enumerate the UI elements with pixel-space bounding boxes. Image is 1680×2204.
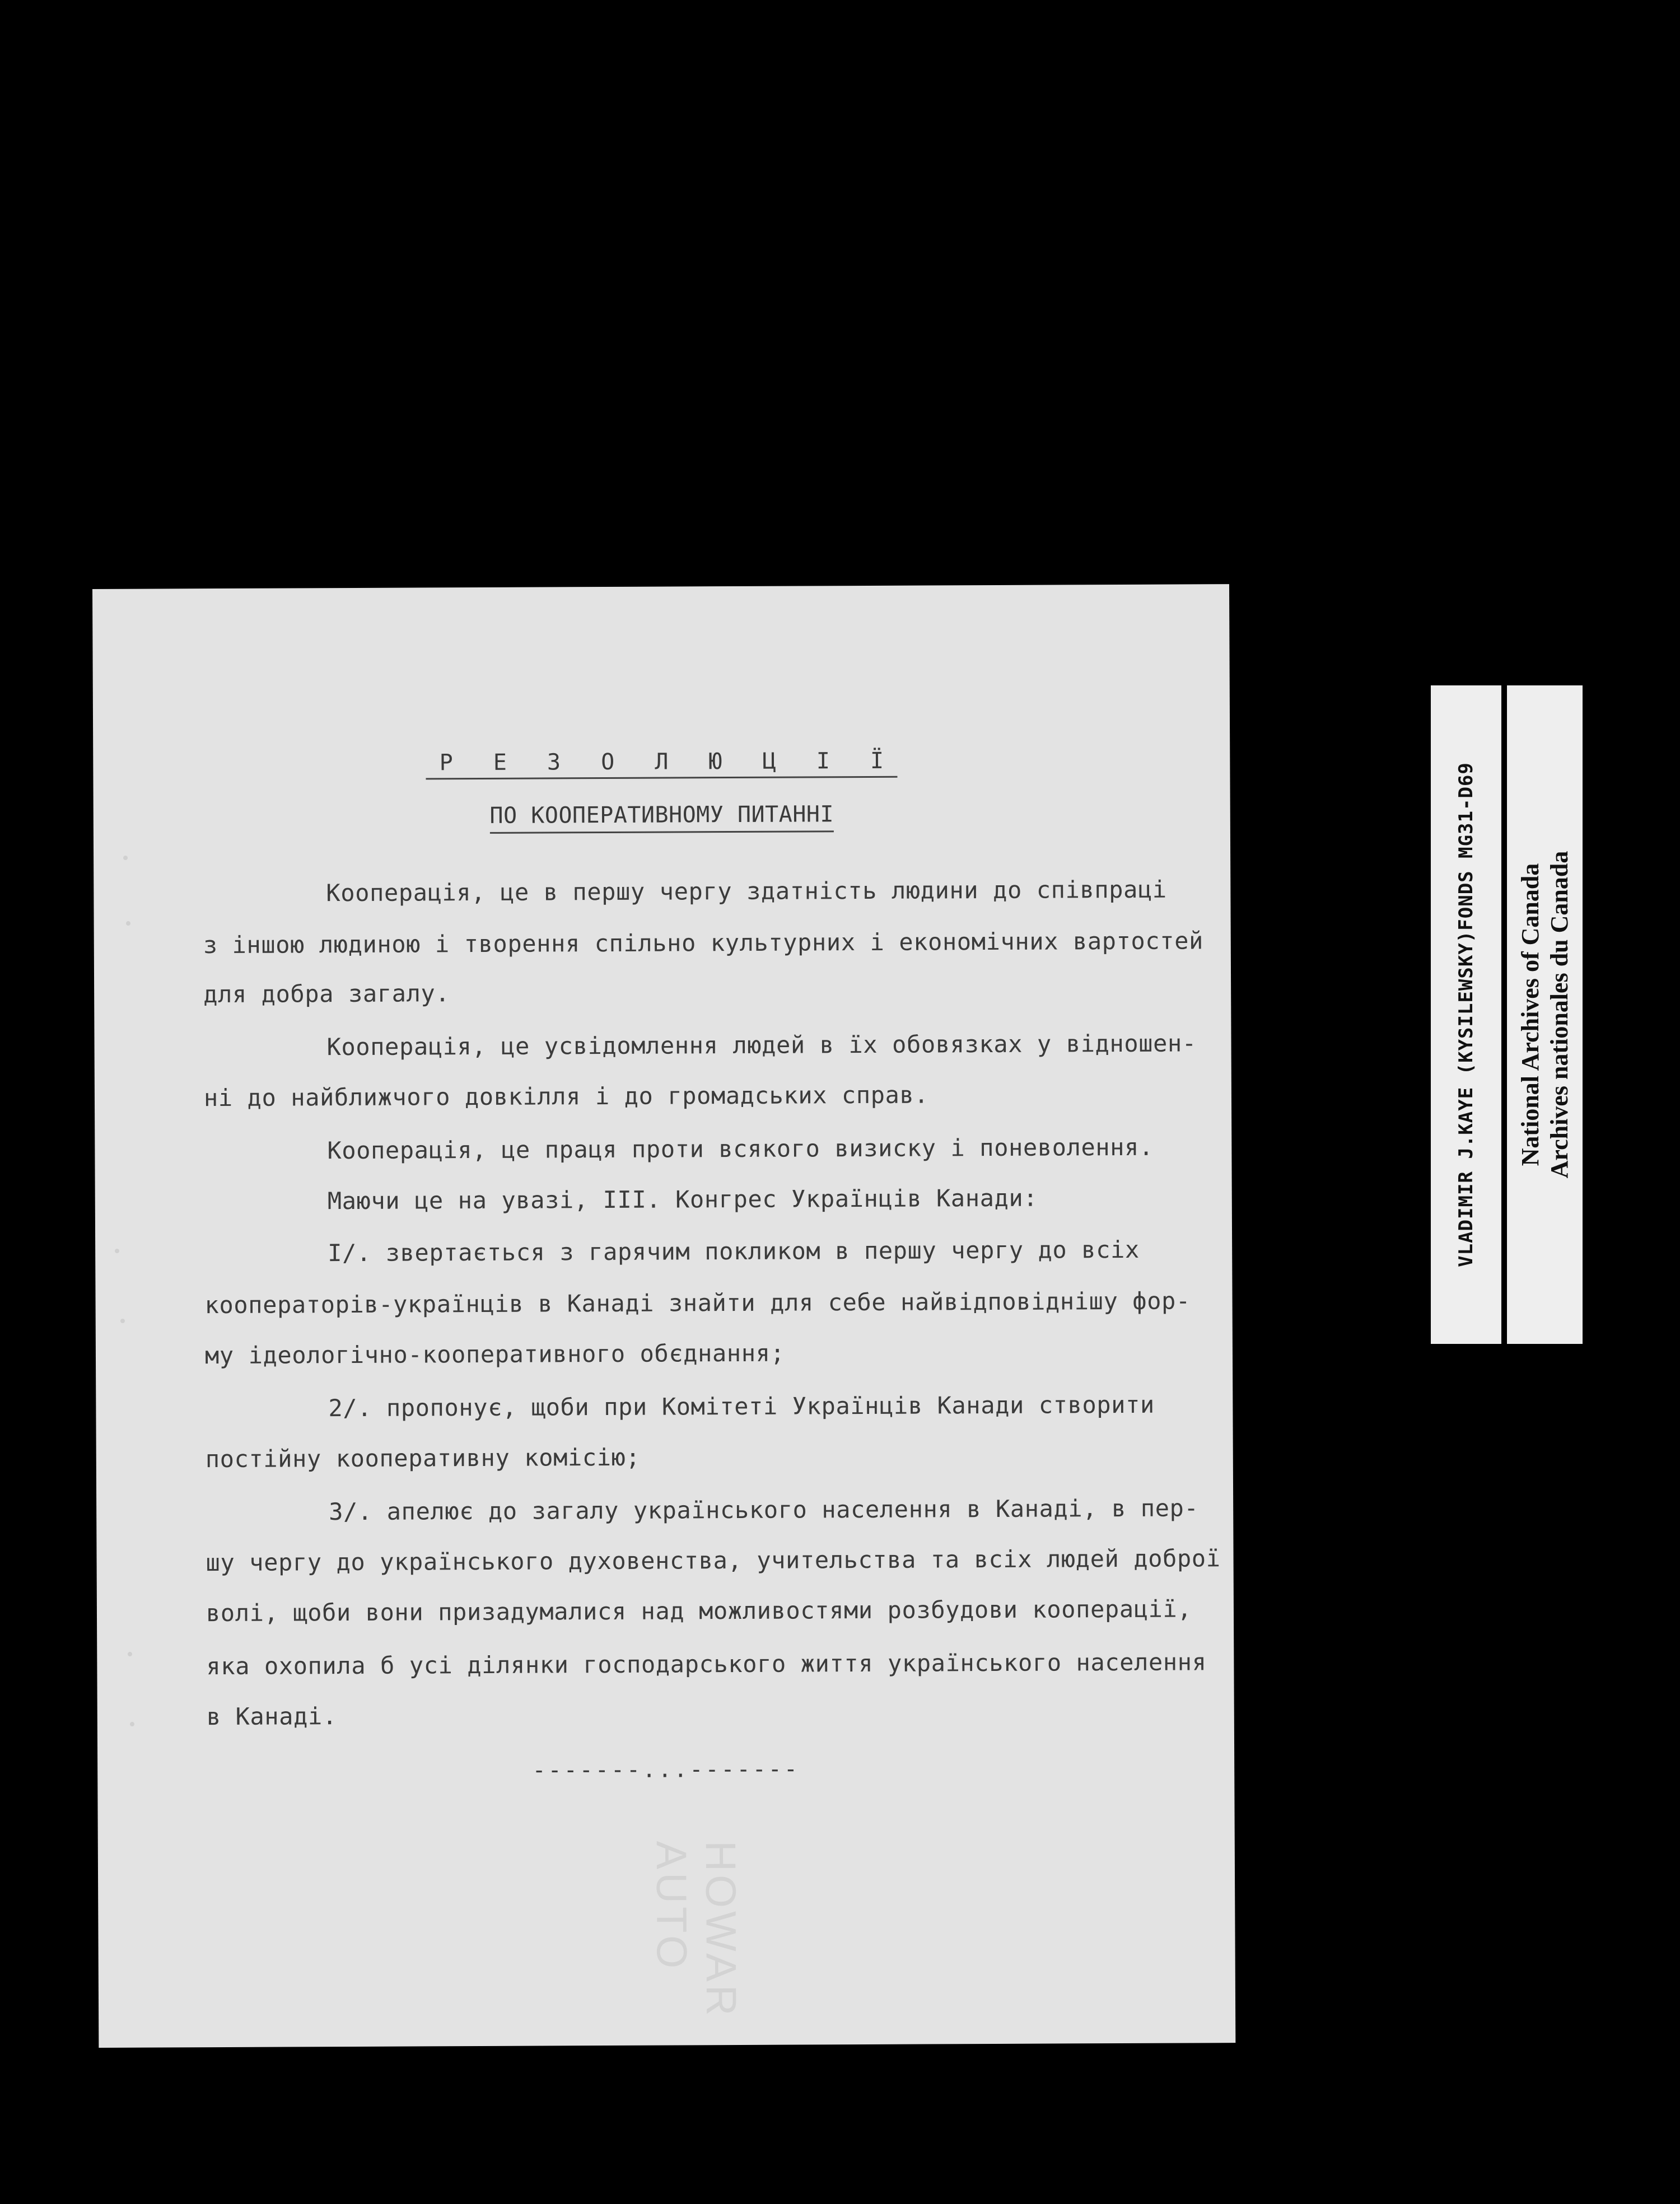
scan-speck bbox=[115, 1249, 119, 1253]
archive-institution-label bbox=[1507, 685, 1583, 1344]
body-line: 2/. пропонує, щоби при Комітеті Українців Канади створити bbox=[328, 1390, 1155, 1422]
body-line: 3/. апелює до загалу українського населення в Канаді, в пер- bbox=[329, 1494, 1199, 1526]
institution-fr: Archives nationales du Canada bbox=[1545, 851, 1573, 1179]
body-line: Кооперація, це праця проти всякого визиску і поневолення. bbox=[327, 1133, 1154, 1165]
scan-speck bbox=[120, 1319, 125, 1323]
end-separator: -------...------- bbox=[532, 1756, 800, 1783]
body-line: для добра загалу. bbox=[203, 979, 450, 1008]
body-line: яка охопила б усі ділянки господарського життя українського населення bbox=[206, 1648, 1207, 1680]
scan-speck bbox=[126, 921, 130, 926]
body-line: му ідеологічно-кооперативного обєднання; bbox=[204, 1339, 785, 1370]
body-line: шу чергу до українського духовенства, учительства та всіх людей доброї bbox=[206, 1544, 1221, 1577]
bleed-through-watermark bbox=[610, 1841, 746, 2065]
body-line: Кооперація, це усвідомлення людей в їх обовязках у відношен- bbox=[326, 1029, 1197, 1061]
body-line: в Канаді. bbox=[206, 1702, 337, 1731]
document-subtitle: ПО КООПЕРАТИВНОМУ ПИТАННІ bbox=[94, 800, 1230, 830]
institution-en: National Archives of Canada bbox=[1516, 863, 1544, 1166]
document-page bbox=[92, 584, 1235, 2048]
body-line: Маючи це на увазі, III. Конгрес Українців Канади: bbox=[327, 1184, 1038, 1215]
body-line: постійну кооперативну комісію; bbox=[205, 1443, 641, 1473]
scan-speck bbox=[123, 856, 128, 860]
watermark-line: HOWAR bbox=[696, 1840, 745, 2019]
body-line: кооператорів-українців в Канаді знайти для себе найвідповіднішу фор- bbox=[204, 1287, 1191, 1319]
scan-speck bbox=[128, 1652, 132, 1656]
body-line: I/. звертається з гарячим покликом в першу чергу до всіх bbox=[328, 1235, 1140, 1267]
document-title: Р Е З О Л Ю Ц І Ї bbox=[93, 746, 1230, 777]
institution-label-text bbox=[1516, 851, 1574, 1179]
body-line: з іншою людиною і творення спільно культурних і економічних вартостей bbox=[203, 927, 1204, 959]
fonds-label bbox=[1431, 685, 1501, 1344]
body-line: ні до найближчого довкілля і до громадських справ. bbox=[203, 1081, 929, 1112]
watermark-line: AUTO bbox=[647, 1841, 696, 1972]
body-line: волі, щоби вони призадумалися над можливостями розбудови кооперації, bbox=[206, 1595, 1192, 1627]
fonds-label-text: VLADIMIR J.KAYE (KYSILEWSKY)FONDS MG31-D69 bbox=[1455, 762, 1477, 1267]
scan-speck bbox=[130, 1722, 134, 1726]
body-line: Кооперація, це в першу чергу здатність людини до співпраці bbox=[326, 875, 1167, 907]
